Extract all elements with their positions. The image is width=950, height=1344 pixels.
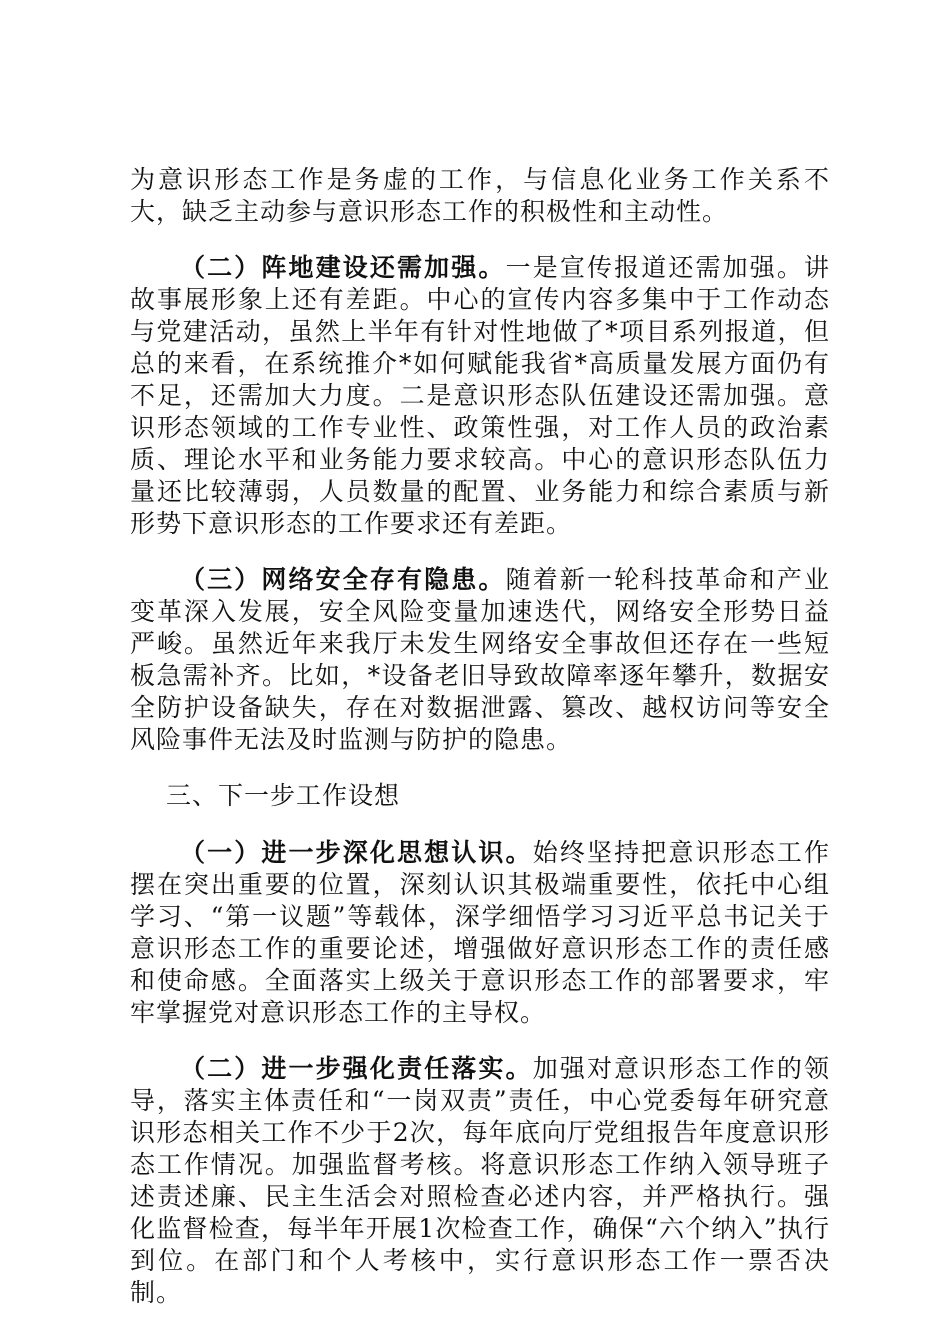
paragraph-network-security [130,564,830,756]
paragraph-text: 为意识形态工作是务虚的工作，与信息化业务工作关系不大，缺乏主动参与意识形态工作的积极性和主动性。 [130,165,830,226]
paragraph-heading: （二）阵地建设还需加强。 [180,253,506,282]
section-title: 三、下一步工作设想 [166,781,401,810]
paragraph-responsibility [130,1053,830,1309]
paragraph-heading: （三）网络安全存有隐患。 [180,565,506,594]
paragraph-text: 始终坚持把意识形态工作摆在突出重要的位置，深刻认识其极端重要性，依托中心组学习、“第一议题”等载体，深学细悟学习习近平总书记关于意识形态工作的重要论述，增强做好意识形态工作的责任感和使命感。全面落实上级关于意识形态工作的部署要求，牢牢掌握党对意识形态工作的主导权。 [130,838,830,1027]
paragraph-heading: （二）进一步强化责任落实。 [180,1054,533,1083]
paragraph-continuation [130,164,830,228]
document-body [130,164,830,1309]
paragraph-deepen-awareness [130,837,830,1029]
paragraph-heading: （一）进一步深化思想认识。 [180,838,533,867]
paragraph-text: 一是宣传报道还需加强。讲故事展形象上还有差距。中心的宣传内容多集中于工作动态与党建活动，虽然上半年有针对性地做了*项目系列报道，但总的来看，在系统推介*如何赋能我省*高质量发展方面仍有不足，还需加大力度。二是意识形态队伍建设还需加强。意识形态领域的工作专业性、政策性强，对工作人员的政治素质、理论水平和业务能力要求较高。中心的意识形态队伍力量还比较薄弱，人员数量的配置、业务能力和综合素质与新形势下意识形态的工作要求还有差距。 [130,253,830,538]
paragraph-position-building [130,252,830,540]
paragraph-text: 加强对意识形态工作的领导，落实主体责任和“一岗双责”责任，中心党委每年研究意识形态相关工作不少于2次，每年底向厅党组报告年度意识形态工作情况。加强监督考核。将意识形态工作纳入领导班子述责述廉、民主生活会对照检查必述内容，并严格执行。强化监督检查，每半年开展1次检查工作，确保“六个纳入”执行到位。在部门和个人考核中，实行意识形态工作一票否决制。 [130,1054,830,1307]
paragraph-text: 随着新一轮科技革命和产业变革深入发展，安全风险变量加速迭代，网络安全形势日益严峻。虽然近年来我厅未发生网络安全事故但还存在一些短板急需补齐。比如，*设备老旧导致故障率逐年攀升，数据安全防护设备缺失，存在对数据泄露、篡改、越权访问等安全风险事件无法及时监测与防护的隐患。 [130,565,830,754]
